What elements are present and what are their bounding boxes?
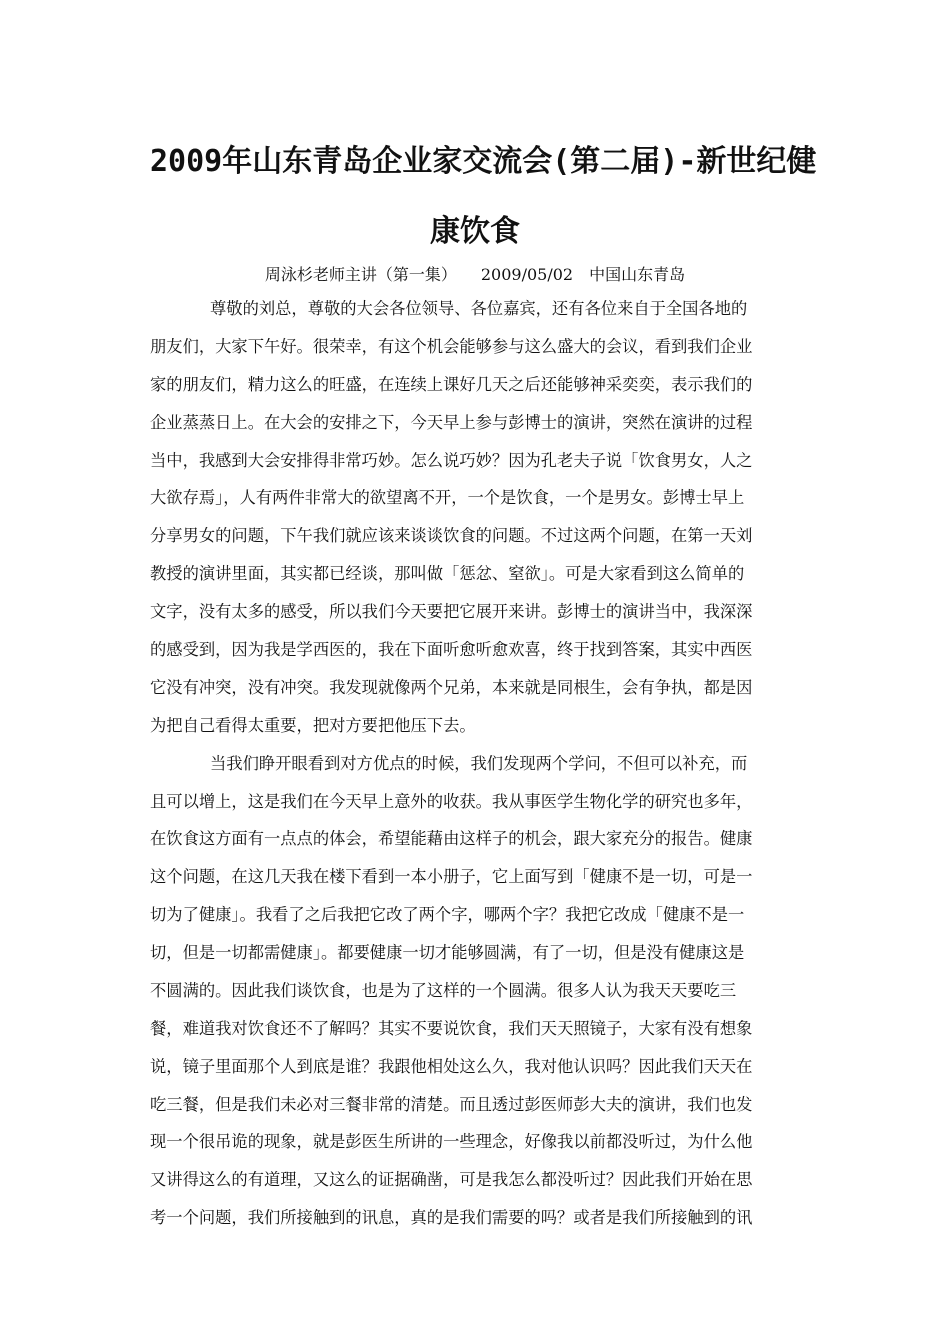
document-title-line-2: 康饮食 — [430, 214, 520, 249]
paragraph-line: 又讲得这么的有道理，又这么的证据确凿，可是我怎么都没听过？因此我们开始在思 — [150, 1170, 753, 1189]
paragraph-line: 在饮食这方面有一点点的体会，希望能藉由这样子的机会，跟大家充分的报告。健康 — [150, 829, 753, 848]
paragraph-line: 切，但是一切都需健康」。都要健康一切才能够圆满，有了一切，但是没有健康这是 — [150, 943, 745, 962]
paragraph-line: 吃三餐，但是我们未必对三餐非常的清楚。而且透过彭医师彭大夫的演讲，我们也发 — [150, 1095, 753, 1114]
paragraph-line: 现一个很吊诡的现象，就是彭医生所讲的一些理念，好像我以前都没听过，为什么他 — [150, 1132, 753, 1151]
paragraph-line: 教授的演讲里面，其实都已经谈，那叫做「惩忿、窒欲」。可是大家看到这么简单的 — [150, 564, 745, 583]
paragraph-line: 分享男女的问题，下午我们就应该来谈谈饮食的问题。不过这两个问题，在第一天刘 — [150, 526, 753, 545]
paragraph-line: 且可以增上，这是我们在今天早上意外的收获。我从事医学生物化学的研究也多年， — [150, 792, 753, 811]
paragraph-line: 切为了健康」。我看了之后我把它改了两个字，哪两个字？我把它改成「健康不是一 — [150, 905, 745, 924]
paragraph-line: 家的朋友们，精力这么的旺盛，在连续上课好几天之后还能够神采奕奕，表示我们的 — [150, 375, 753, 394]
paragraph-line: 的感受到，因为我是学西医的，我在下面听愈听愈欢喜，终于找到答案，其实中西医 — [150, 640, 753, 659]
paragraph-line: 不圆满的。因此我们谈饮食，也是为了这样的一个圆满。很多人认为我天天要吃三 — [150, 981, 737, 1000]
paragraph-line: 当中，我感到大会安排得非常巧妙。怎么说巧妙？因为孔老夫子说「饮食男女，人之 — [150, 451, 753, 470]
paragraph-line: 为把自己看得太重要，把对方要把他压下去。 — [150, 716, 476, 735]
document-title-line-1: 2009年山东青岛企业家交流会(第二届)-新世纪健 — [150, 144, 817, 179]
paragraph-line: 文字，没有太多的感受，所以我们今天要把它展开来讲。彭博士的演讲当中，我深深 — [150, 602, 753, 621]
paragraph-line: 餐，难道我对饮食还不了解吗？其实不要说饮食，我们天天照镜子，大家有没有想象 — [150, 1019, 753, 1038]
paragraph-line: 考一个问题，我们所接触到的讯息，真的是我们需要的吗？或者是我们所接触到的讯 — [150, 1208, 753, 1227]
paragraph-line: 尊敬的刘总，尊敬的大会各位领导、各位嘉宾，还有各位来自于全国各地的 — [210, 299, 748, 318]
paragraph-line: 企业蒸蒸日上。在大会的安排之下，今天早上参与彭博士的演讲，突然在演讲的过程 — [150, 413, 753, 432]
paragraph-line: 朋友们，大家下午好。很荣幸，有这个机会能够参与这么盛大的会议，看到我们企业 — [150, 337, 753, 356]
paragraph-line: 说，镜子里面那个人到底是谁？我跟他相处这么久，我对他认识吗？因此我们天天在 — [150, 1057, 753, 1076]
document-subtitle: 周泳杉老师主讲（第一集） 2009/05/02 中国山东青岛 — [264, 265, 686, 284]
paragraph-line: 大欲存焉」，人有两件非常大的欲望离不开，一个是饮食，一个是男女。彭博士早上 — [150, 488, 745, 507]
paragraph-line: 这个问题，在这几天我在楼下看到一本小册子，它上面写到「健康不是一切，可是一 — [150, 867, 753, 886]
paragraph-line: 它没有冲突，没有冲突。我发现就像两个兄弟，本来就是同根生，会有争执，都是因 — [150, 678, 753, 697]
paragraph-line: 当我们睁开眼看到对方优点的时候，我们发现两个学问，不但可以补充，而 — [210, 754, 748, 773]
